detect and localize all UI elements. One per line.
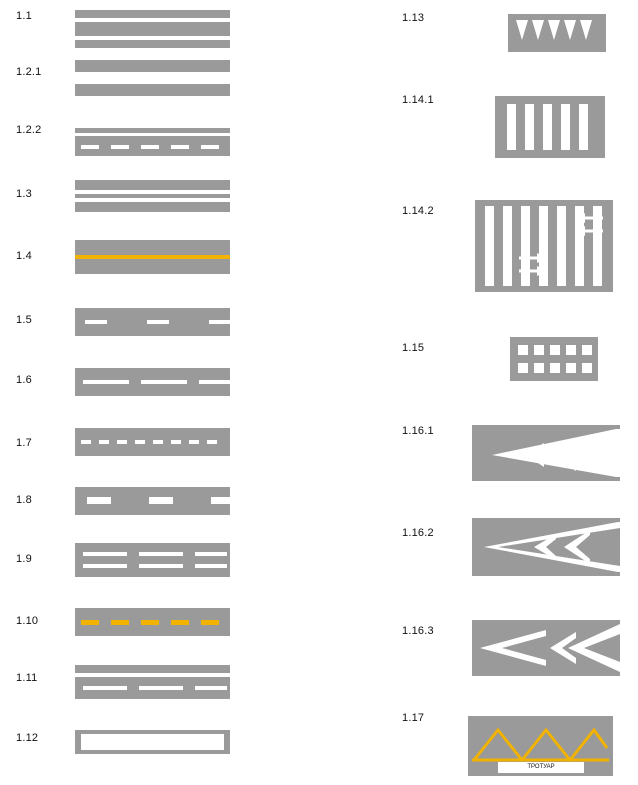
figure-1-2-1 xyxy=(75,60,230,104)
figure-1-8 xyxy=(75,487,230,515)
figure-1-16-2 xyxy=(472,518,620,576)
figure-1-2-2 xyxy=(75,128,230,156)
code-1-2-1: 1.2.1 xyxy=(16,66,42,78)
code-1-4: 1.4 xyxy=(16,250,32,262)
figure-1-1 xyxy=(75,10,230,48)
code-1-11: 1.11 xyxy=(16,672,38,684)
code-1-16-3: 1.16.3 xyxy=(402,625,434,637)
figure-1-9 xyxy=(75,543,230,577)
code-1-17: 1.17 xyxy=(402,712,425,724)
figure-1-11 xyxy=(75,665,230,699)
code-1-6: 1.6 xyxy=(16,374,32,386)
figure-1-13 xyxy=(508,14,606,52)
figure-1-5 xyxy=(75,308,230,336)
code-1-1: 1.1 xyxy=(16,10,32,22)
code-1-13: 1.13 xyxy=(402,12,425,24)
figure-1-3 xyxy=(75,180,230,214)
sidewalk-label: ТРОТУАР xyxy=(527,764,555,770)
figure-1-10 xyxy=(75,608,230,636)
code-1-10: 1.10 xyxy=(16,615,39,627)
figure-1-14-2 xyxy=(475,200,613,292)
code-1-9: 1.9 xyxy=(16,553,32,565)
code-1-16-1: 1.16.1 xyxy=(402,425,434,437)
code-1-14-1: 1.14.1 xyxy=(402,94,434,106)
code-1-14-2: 1.14.2 xyxy=(402,205,434,217)
code-1-3: 1.3 xyxy=(16,188,32,200)
figure-1-17 xyxy=(468,716,613,776)
figure-1-12 xyxy=(75,730,230,754)
code-1-8: 1.8 xyxy=(16,494,32,506)
code-1-15: 1.15 xyxy=(402,342,425,354)
code-1-7: 1.7 xyxy=(16,437,32,449)
figure-1-7 xyxy=(75,428,230,456)
code-1-2-2: 1.2.2 xyxy=(16,124,42,136)
code-1-5: 1.5 xyxy=(16,314,32,326)
figure-1-16-1 xyxy=(472,425,620,481)
figure-1-6 xyxy=(75,368,230,396)
figure-1-16-3 xyxy=(472,620,620,676)
code-1-16-2: 1.16.2 xyxy=(402,527,434,539)
figure-1-15 xyxy=(510,337,598,381)
figure-1-14-1 xyxy=(495,96,605,158)
figure-1-4 xyxy=(75,240,230,274)
code-1-12: 1.12 xyxy=(16,732,39,744)
